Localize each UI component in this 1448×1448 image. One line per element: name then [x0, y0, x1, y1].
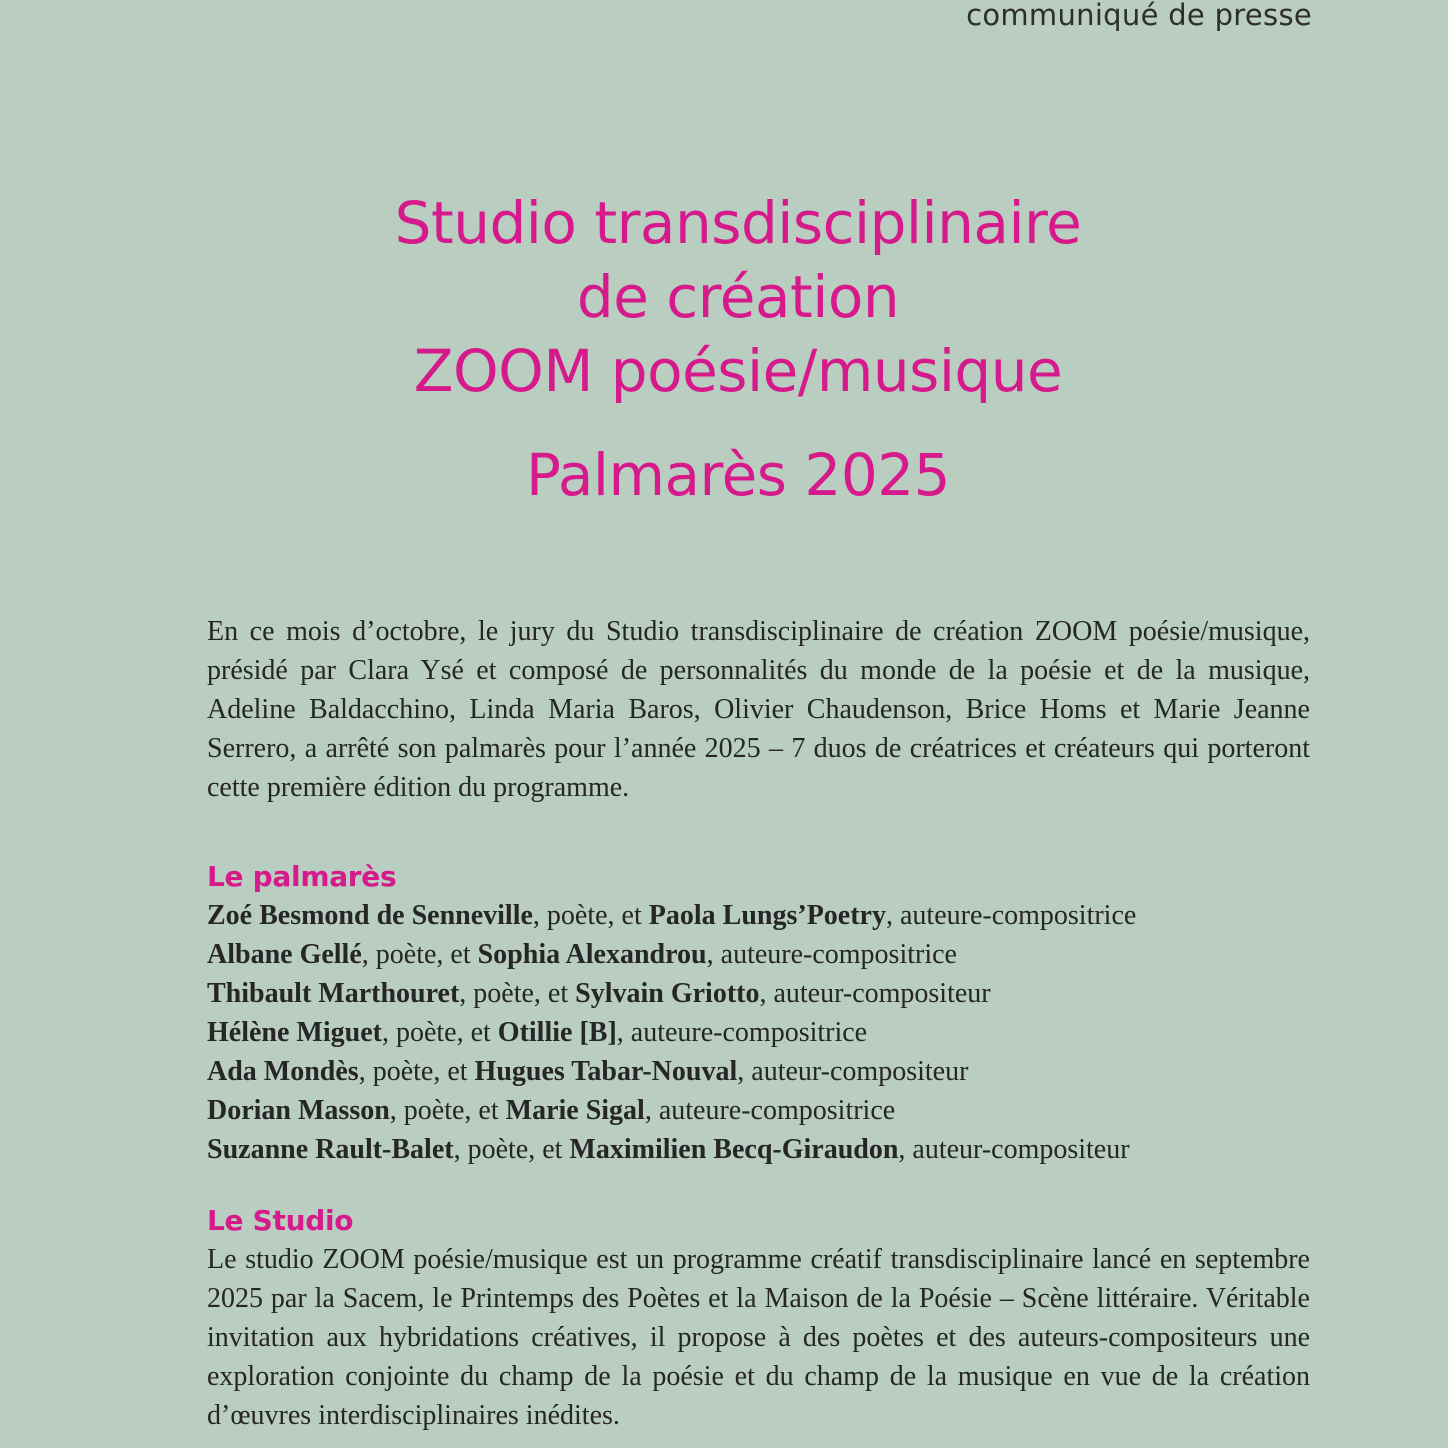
laureate-poet-role: , poète, et [459, 978, 576, 1009]
laureate-composer-role: , auteure-compositrice [706, 939, 957, 970]
laureate-poet-name: Thibault Marthouret [207, 978, 460, 1009]
laureate-poet-name: Zoé Besmond de Senneville [207, 900, 533, 931]
laureate-composer-name: Otillie [B] [497, 1017, 617, 1048]
laureate-composer-name: Hugues Tabar-Nouval [474, 1056, 738, 1087]
title-line-2: de création [576, 263, 900, 331]
document-type-label: communiqué de presse [966, 0, 1312, 32]
laureate-entry [207, 896, 1310, 935]
studio-paragraph: Le studio ZOOM poésie/musique est un programme créatif transdisciplinaire lancé en septembre 2025 par la Sacem, le Printemps des Poètes et la Maison de la Poésie – Scène littéraire. Véritable invitation aux hybridations créatives, il propose à des poètes et des auteurs-compositeurs une exploration conjointe du champ de la poésie et du champ de la musique en vue de la création d’œuvres interdisciplinaires inédites. [207, 1244, 1310, 1431]
laureate-poet-name: Suzanne Rault-Balet [207, 1134, 454, 1165]
laureate-composer-role: , auteure-compositrice [616, 1017, 868, 1048]
palmares-heading: Le palmarès [207, 860, 397, 893]
laureate-poet-role: , poète, et [532, 900, 649, 931]
laureate-composer-name: Maximilien Becq-Giraudon [569, 1134, 899, 1165]
laureate-composer-name: Paola Lungs’Poetry [648, 900, 886, 931]
laureate-composer-role: , auteure-compositrice [644, 1095, 896, 1126]
title-line-1: Studio transdisciplinaire [394, 189, 1082, 257]
laureate-composer-role: , auteur-compositeur [737, 1056, 969, 1087]
laureate-composer-role: , auteure-compositrice [885, 900, 1137, 931]
laureate-composer-role: , auteur-compositeur [759, 978, 991, 1009]
laureate-entry [207, 974, 1310, 1013]
laureate-poet-name: Ada Mondès [207, 1056, 359, 1087]
laureate-composer-name: Sophia Alexandrou [477, 939, 707, 970]
laureate-poet-role: , poète, et [389, 1095, 506, 1126]
laureate-poet-role: , poète, et [361, 939, 478, 970]
laureate-poet-role: , poète, et [358, 1056, 475, 1087]
studio-heading: Le Studio [207, 1204, 354, 1237]
title-block [0, 186, 1448, 512]
laureate-entry [207, 935, 1310, 974]
laureate-composer-name: Marie Sigal [505, 1095, 645, 1126]
laureate-entry [207, 1091, 1310, 1130]
laureate-poet-role: , poète, et [381, 1017, 498, 1048]
laureate-entry [207, 1130, 1310, 1169]
laureate-poet-role: , poète, et [453, 1134, 570, 1165]
title-year: Palmarès 2025 [525, 441, 951, 509]
laureate-poet-name: Albane Gellé [207, 939, 362, 970]
laureate-composer-role: , auteur-compositeur [898, 1134, 1130, 1165]
press-release-body [207, 612, 1310, 1435]
laureate-entry [207, 1052, 1310, 1091]
laureate-composer-name: Sylvain Griotto [575, 978, 760, 1009]
laureate-poet-name: Dorian Masson [207, 1095, 390, 1126]
laureate-list [207, 896, 1310, 1169]
laureate-poet-name: Hélène Miguet [207, 1017, 382, 1048]
laureate-entry [207, 1013, 1310, 1052]
title-line-3: ZOOM poésie/musique [413, 337, 1063, 405]
intro-paragraph: En ce mois d’octobre, le jury du Studio transdisciplinaire de création ZOOM poésie/musique, présidé par Clara Ysé et composé de personnalités du monde de la poésie et de la musique, Adeline Baldacchino, Linda Maria Baros, Olivier Chaudenson, Brice Homs et Marie Jeanne Serrero, a arrêté son palmarès pour l’année 2025 – 7 duos de créatrices et créateurs qui porteront cette première édition du programme. [207, 616, 1310, 803]
